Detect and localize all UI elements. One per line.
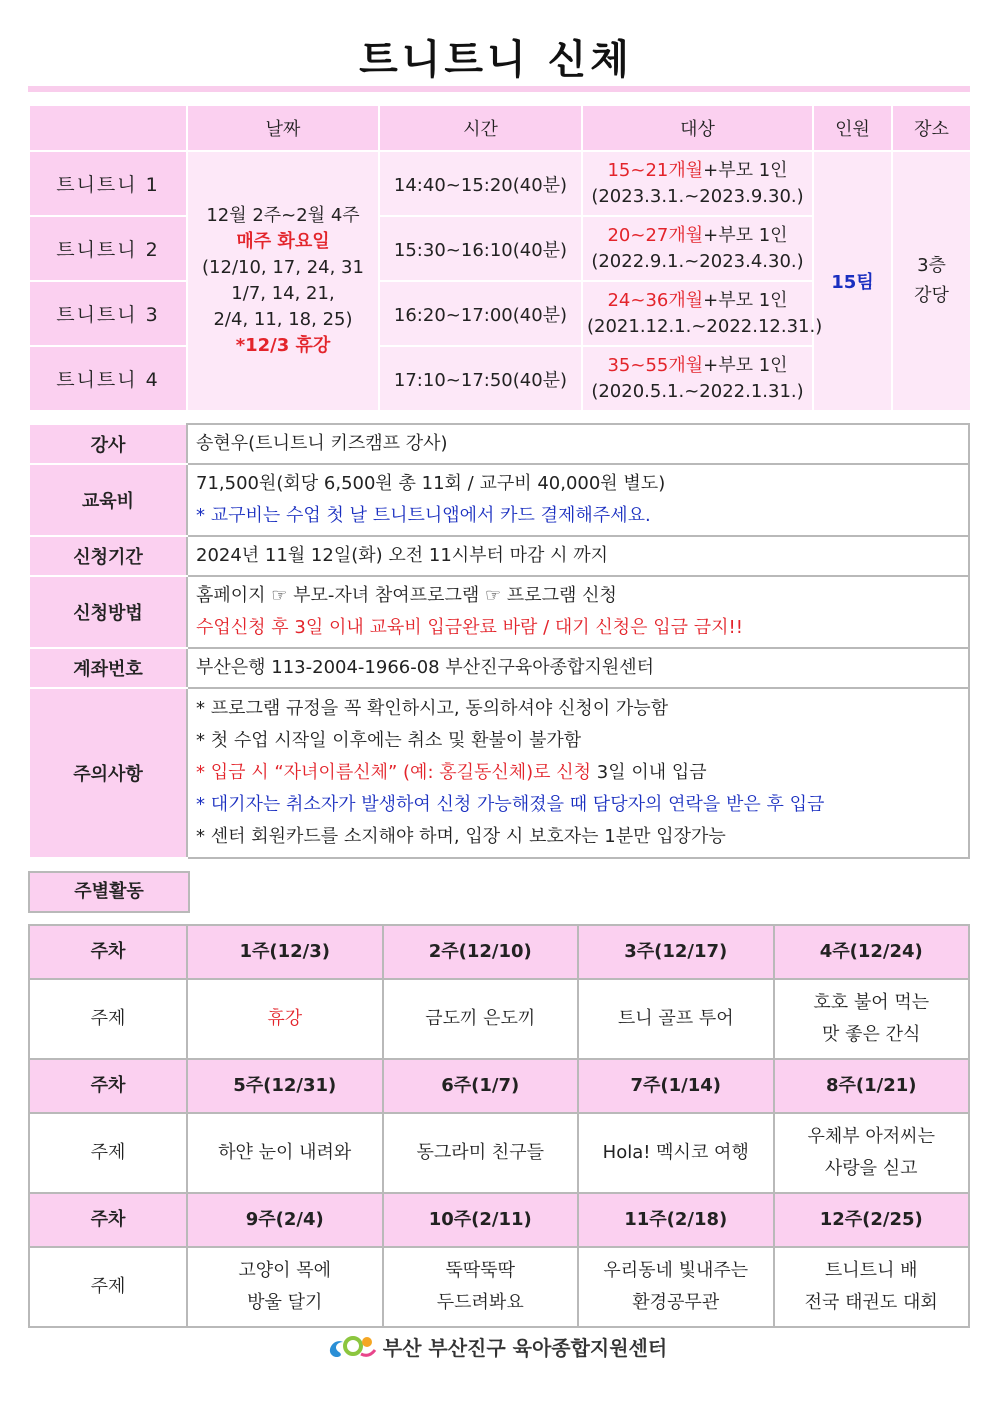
topic-cell (774, 1113, 970, 1193)
footer (0, 1332, 992, 1367)
class-time: 15:30~16:10(40분) (379, 216, 582, 281)
note-item (196, 757, 960, 789)
period-value: 2024년 11월 12일(화) 오전 11시부터 마감 시 까지 (187, 536, 969, 576)
target-age: 15~21개월 (607, 159, 704, 181)
account-value: 부산은행 113-2004-1966-08 부산진구육아종합지원센터 (187, 648, 969, 688)
target-age: 20~27개월 (607, 224, 704, 246)
note-item: * 프로그램 규정을 꼭 확인하시고, 동의하셔야 신청이 가능함 (196, 698, 669, 719)
date-cell (187, 151, 379, 411)
week-label: 주차 (29, 925, 187, 979)
week-cell: 7주(1/14) (578, 1059, 774, 1113)
info-row-account (29, 648, 969, 688)
class-time: 16:20~17:00(40분) (379, 281, 582, 346)
note-item: * 대기자는 취소자가 발생하여 신청 가능해졌을 때 담당자의 연락을 받은 후 입금 (196, 794, 825, 815)
week-cell: 11주(2/18) (578, 1193, 774, 1247)
topic-line: 휴강 (267, 1008, 303, 1029)
week-row (29, 1059, 969, 1113)
week-row (29, 1193, 969, 1247)
header-time: 시간 (379, 105, 582, 151)
fee-label: 교육비 (29, 464, 187, 536)
header-place: 장소 (892, 105, 971, 151)
class-time: 17:10~17:50(40분) (379, 346, 582, 411)
account-label: 계좌번호 (29, 648, 187, 688)
class-target (582, 151, 813, 216)
week-row (29, 925, 969, 979)
topic-line: 우체부 아저씨는 (807, 1126, 935, 1147)
method-label: 신청방법 (29, 576, 187, 648)
topic-line: 전국 태권도 대회 (804, 1292, 938, 1313)
method-steps: 홈페이지 ☞ 부모-자녀 참여프로그램 ☞ 프로그램 신청 (196, 585, 617, 606)
class-target (582, 216, 813, 281)
weekly-activity-label: 주별활동 (28, 871, 190, 913)
notes-value (187, 688, 969, 858)
week-cell: 1주(12/3) (187, 925, 383, 979)
week-cell: 3주(12/17) (578, 925, 774, 979)
notes-label: 주의사항 (29, 688, 187, 858)
schedule-header-row (29, 105, 971, 151)
date-cancel-note: *12/3 휴강 (235, 335, 331, 356)
topic-line: 호호 불어 먹는 (813, 992, 930, 1013)
date-list-3: 2/4, 11, 18, 25) (213, 309, 353, 330)
class-name: 트니트니 3 (29, 281, 187, 346)
week-cell: 10주(2/11) (383, 1193, 579, 1247)
topic-line: 고양이 목에 (238, 1260, 332, 1281)
topic-cell (578, 1113, 774, 1193)
topic-row (29, 1247, 969, 1327)
class-target (582, 346, 813, 411)
note-red-part: * 입금 시 “자녀이름신체” (예: 홍길동신체)로 신청 (196, 762, 592, 783)
topic-cell (383, 1113, 579, 1193)
header-blank (29, 105, 187, 151)
topic-label: 주제 (29, 979, 187, 1059)
target-range: (2020.5.1.~2022.1.31.) (591, 380, 804, 402)
method-value (187, 576, 969, 648)
place-floor: 3층 (917, 255, 946, 276)
topic-line: 하얀 눈이 내려와 (218, 1142, 352, 1163)
topic-line: 우리동네 빛내주는 (603, 1260, 749, 1281)
topic-line: 맛 좋은 간식 (822, 1024, 921, 1045)
topic-line: Hola! 멕시코 여행 (602, 1142, 749, 1163)
week-cell: 2주(12/10) (383, 925, 579, 979)
instructor-label: 강사 (29, 424, 187, 464)
period-label: 신청기간 (29, 536, 187, 576)
topic-cell (187, 1247, 383, 1327)
weekly-table (28, 924, 970, 1328)
class-name: 트니트니 2 (29, 216, 187, 281)
topic-line: 사랑을 싣고 (824, 1158, 918, 1179)
schedule-table (28, 104, 972, 412)
topic-line: 트니트니 배 (824, 1260, 918, 1281)
target-range: (2022.9.1.~2023.4.30.) (591, 250, 804, 272)
fee-main: 71,500원(회당 6,500원 총 11회 / 교구비 40,000원 별도) (196, 473, 666, 494)
topic-label: 주제 (29, 1113, 187, 1193)
week-label: 주차 (29, 1193, 187, 1247)
fee-note: * 교구비는 수업 첫 날 트니트니앱에서 카드 결제해주세요. (196, 505, 651, 526)
target-range: (2021.12.1.~2022.12.31.) (587, 315, 823, 337)
topic-cell (383, 1247, 579, 1327)
method-warning: 수업신청 후 3일 이내 교육비 입금완료 바람 / 대기 신청은 입금 금지!! (196, 617, 743, 638)
target-plus: +부모 1인 (703, 289, 788, 311)
topic-row (29, 1113, 969, 1193)
topic-cell (187, 1113, 383, 1193)
fee-value (187, 464, 969, 536)
week-cell: 4주(12/24) (774, 925, 970, 979)
week-cell: 9주(2/4) (187, 1193, 383, 1247)
topic-line: 두드려봐요 (436, 1292, 524, 1313)
place-room: 강당 (914, 285, 949, 306)
note-item: * 첫 수업 시작일 이후에는 취소 및 환불이 불가함 (196, 730, 582, 751)
page-title: 트니트니 신체 (359, 37, 633, 83)
topic-row (29, 979, 969, 1059)
date-list-2: 1/7, 14, 21, (231, 283, 335, 304)
week-cell: 6주(1/7) (383, 1059, 579, 1113)
info-row-instructor (29, 424, 969, 464)
target-range: (2023.3.1.~2023.9.30.) (591, 185, 804, 207)
topic-cell (578, 1247, 774, 1327)
week-cell: 8주(1/21) (774, 1059, 970, 1113)
title-underline (28, 86, 970, 92)
topic-line: 뚝딱뚝딱 (445, 1260, 516, 1281)
topic-cell (578, 979, 774, 1059)
header-target: 대상 (582, 105, 813, 151)
instructor-value: 송현우(트니트니 키즈캠프 강사) (187, 424, 969, 464)
header-date: 날짜 (187, 105, 379, 151)
info-table (28, 423, 970, 859)
week-label: 주차 (29, 1059, 187, 1113)
footer-org-name: 부산 부산진구 육아종합지원센터 (382, 1336, 668, 1360)
target-plus: +부모 1인 (703, 159, 788, 181)
note-rest-part: 3일 이내 입금 (591, 762, 707, 783)
info-row-fee (29, 464, 969, 536)
note-item: * 센터 회원카드를 소지해야 하며, 입장 시 보호자는 1분만 입장가능 (196, 826, 726, 847)
class-name: 트니트니 1 (29, 151, 187, 216)
topic-cell (774, 1247, 970, 1327)
topic-line: 환경공무관 (632, 1292, 720, 1313)
target-plus: +부모 1인 (703, 224, 788, 246)
target-age: 24~36개월 (607, 289, 704, 311)
topic-cell (383, 979, 579, 1059)
center-logo-icon (325, 1332, 377, 1367)
class-time: 14:40~15:20(40분) (379, 151, 582, 216)
class-name: 트니트니 4 (29, 346, 187, 411)
info-row-method (29, 576, 969, 648)
target-plus: +부모 1인 (703, 354, 788, 376)
week-cell: 12주(2/25) (774, 1193, 970, 1247)
info-row-period (29, 536, 969, 576)
topic-line: 트니 골프 투어 (617, 1008, 734, 1029)
topic-cell (187, 979, 383, 1059)
topic-line: 금도끼 은도끼 (425, 1008, 536, 1029)
target-age: 35~55개월 (607, 354, 704, 376)
topic-label: 주제 (29, 1247, 187, 1327)
topic-cell (774, 979, 970, 1059)
place-cell (892, 151, 971, 411)
header-capacity: 인원 (813, 105, 892, 151)
topic-line: 방울 달기 (247, 1292, 323, 1313)
class-row (29, 151, 971, 216)
date-weekday: 매주 화요일 (236, 231, 330, 252)
week-cell: 5주(12/31) (187, 1059, 383, 1113)
date-range: 12월 2주~2월 4주 (206, 205, 360, 226)
capacity-cell: 15팀 (813, 151, 892, 411)
info-row-notes (29, 688, 969, 858)
date-list-1: (12/10, 17, 24, 31 (202, 257, 364, 278)
topic-line: 동그라미 친구들 (416, 1142, 544, 1163)
class-target (582, 281, 823, 346)
